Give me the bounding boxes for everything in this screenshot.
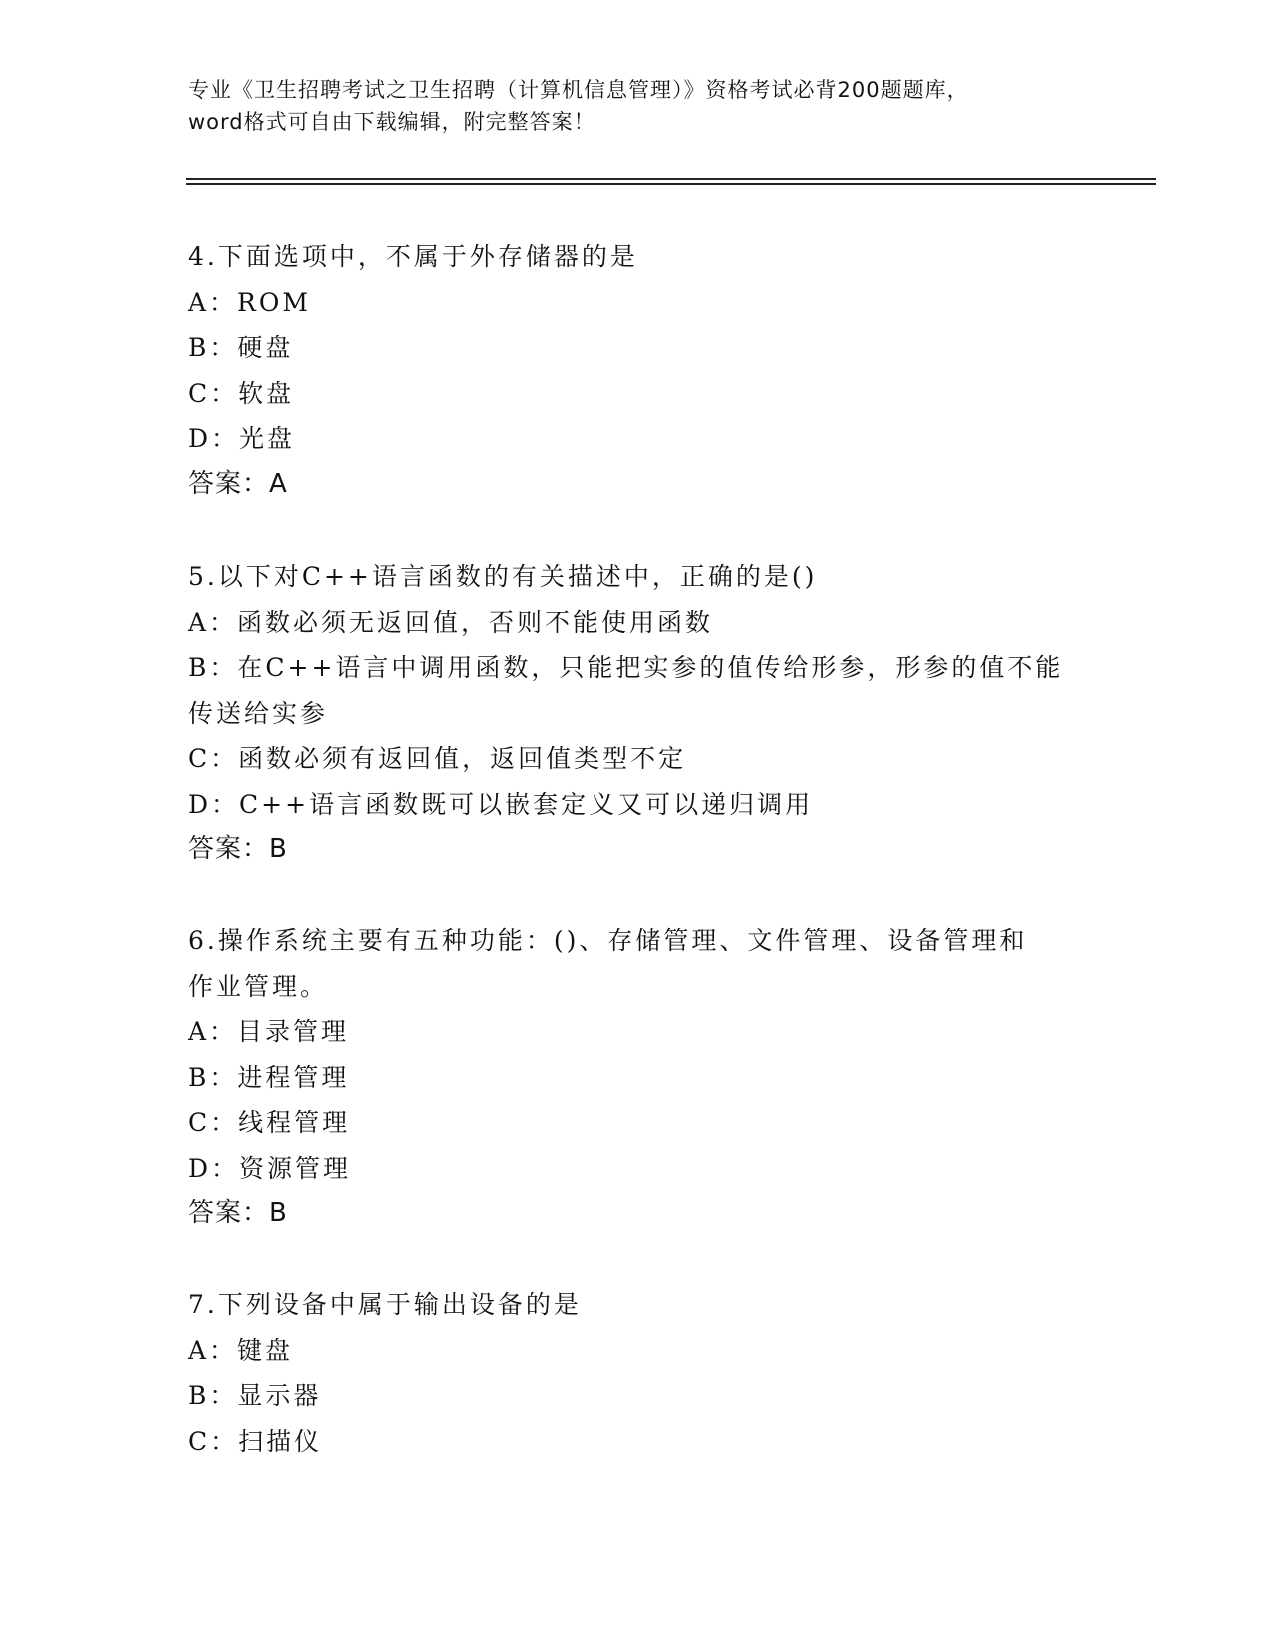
question-4 bbox=[188, 234, 1088, 507]
option-a: A：目录管理 bbox=[188, 1017, 350, 1046]
header-divider-top bbox=[186, 178, 1156, 180]
option-b: B：进程管理 bbox=[188, 1062, 350, 1092]
option-c: C：线程管理 bbox=[188, 1108, 351, 1137]
question-7 bbox=[188, 1282, 1088, 1464]
question-stem: 6.操作系统主要有五种功能：()、存储管理、文件管理、设备管理和 bbox=[188, 926, 1028, 955]
question-stem: 7.下列设备中属于输出设备的是 bbox=[188, 1290, 582, 1319]
option-b: B：显示器 bbox=[188, 1381, 322, 1410]
option-a: A：函数必须无返回值，否则不能使用函数 bbox=[188, 607, 714, 637]
answer: 答案：B bbox=[188, 834, 288, 864]
option-a: A：键盘 bbox=[188, 1335, 294, 1365]
option-c: C：函数必须有返回值，返回值类型不定 bbox=[188, 744, 687, 773]
option-d: D：C++语言函数既可以嵌套定义又可以递归调用 bbox=[188, 789, 814, 819]
question-stem-continued: 作业管理。 bbox=[188, 971, 329, 1001]
option-b: B：在C++语言中调用函数，只能把实参的值传给形参，形参的值不能 bbox=[188, 653, 1064, 682]
question-stem: 4.下面选项中，不属于外存储器的是 bbox=[188, 242, 638, 271]
answer: 答案：B bbox=[188, 1198, 288, 1228]
question-stem: 5.以下对C++语言函数的有关描述中，正确的是() bbox=[188, 562, 818, 591]
answer: 答案：A bbox=[188, 468, 288, 499]
header-line-1: 专业《卫生招聘考试之卫生招聘（计算机信息管理）》资格考试必背200题题库， bbox=[188, 78, 969, 102]
option-d: D：光盘 bbox=[188, 424, 296, 453]
header-line-2: word格式可自由下载编辑，附完整答案！ bbox=[188, 110, 596, 134]
option-b: B：硬盘 bbox=[188, 333, 294, 362]
option-b-continued: 传送给实参 bbox=[188, 698, 329, 728]
option-c: C：扫描仪 bbox=[188, 1426, 323, 1456]
option-c: C：软盘 bbox=[188, 378, 295, 408]
option-a: A：ROM bbox=[188, 287, 311, 317]
option-d: D：资源管理 bbox=[188, 1153, 352, 1183]
question-5 bbox=[188, 554, 1088, 873]
question-6 bbox=[188, 918, 1088, 1237]
document-header bbox=[188, 74, 1088, 138]
header-divider-bottom bbox=[186, 183, 1156, 185]
